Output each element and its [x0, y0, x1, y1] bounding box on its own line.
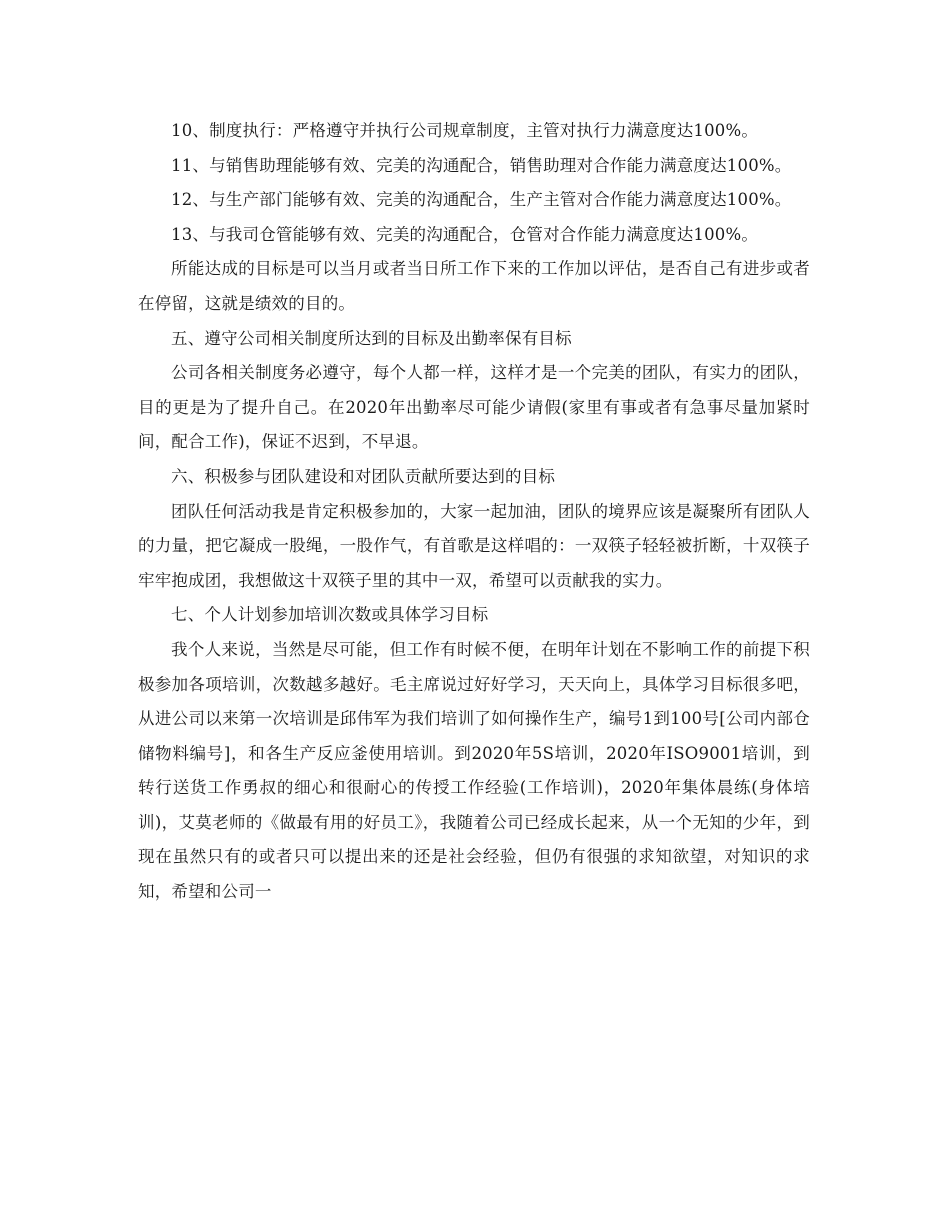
paragraph-performance-goal: 所能达成的目标是可以当月或者当日所工作下来的工作加以评估，是否自己有进步或者在停留，这就是绩效的目的。	[138, 259, 810, 313]
paragraph-training-plan: 我个人来说，当然是尽可能，但工作有时候不便，在明年计划在不影响工作的前提下积极参加各项培训，次数越多越好。毛主席说过好好学习，天天向上，具体学习目标很多吧，从进公司以来第一次培训是邱伟军为我们培训了如何操作生产，编号1到100号[公司内部仓储物料编号]，和各生产反应釜使用培训。到2020年5S培训，2020年ISO9001培训，到转行送货工作勇叔的细心和很耐心的传授工作经验(工作培训)，2020年集体晨练(身体培训)，艾莫老师的《做最有用的好员工》，我随着公司已经成长起来，从一个无知的少年，到现在虽然只有的或者只可以提出来的还是社会经验，但仍有很强的求知欲望，对知识的求知，希望和公司一	[138, 639, 810, 902]
paragraph-item-13: 13、与我司仓管能够有效、完美的沟通配合，仓管对合作能力满意度达100%。	[171, 224, 759, 244]
paragraph-team-building: 团队任何活动我是肯定积极参加的，大家一起加油，团队的境界应该是凝聚所有团队人的力量，把它凝成一股绳，一股作气，有首歌是这样唱的：一双筷子轻轻被折断，十双筷子牢牢抱成团，我想做这十双筷子里的其中一双，希望可以贡献我的实力。	[138, 501, 810, 590]
paragraph-item-11: 11、与销售助理能够有效、完美的沟通配合，销售助理对合作能力满意度达100%。	[171, 155, 792, 175]
paragraph-item-12: 12、与生产部门能够有效、完美的沟通配合，生产主管对合作能力满意度达100%。	[171, 190, 792, 210]
document-body	[138, 114, 810, 910]
paragraph-attendance: 公司各相关制度务必遵守，每个人都一样，这样才是一个完美的团队，有实力的团队，目的更是为了提升自己。在2020年出勤率尽可能少请假(家里有事或者有急事尽量加紧时间，配合工作)，保证不迟到，不早退。	[138, 363, 810, 452]
section-heading-6: 六、积极参与团队建设和对团队贡献所要达到的目标	[171, 466, 556, 486]
section-heading-7: 七、个人计划参加培训次数或具体学习目标	[171, 605, 489, 625]
paragraph-item-10: 10、制度执行：严格遵守并执行公司规章制度，主管对执行力满意度达100%。	[171, 121, 759, 140]
section-heading-5: 五、遵守公司相关制度所达到的目标及出勤率保有目标	[171, 328, 572, 348]
